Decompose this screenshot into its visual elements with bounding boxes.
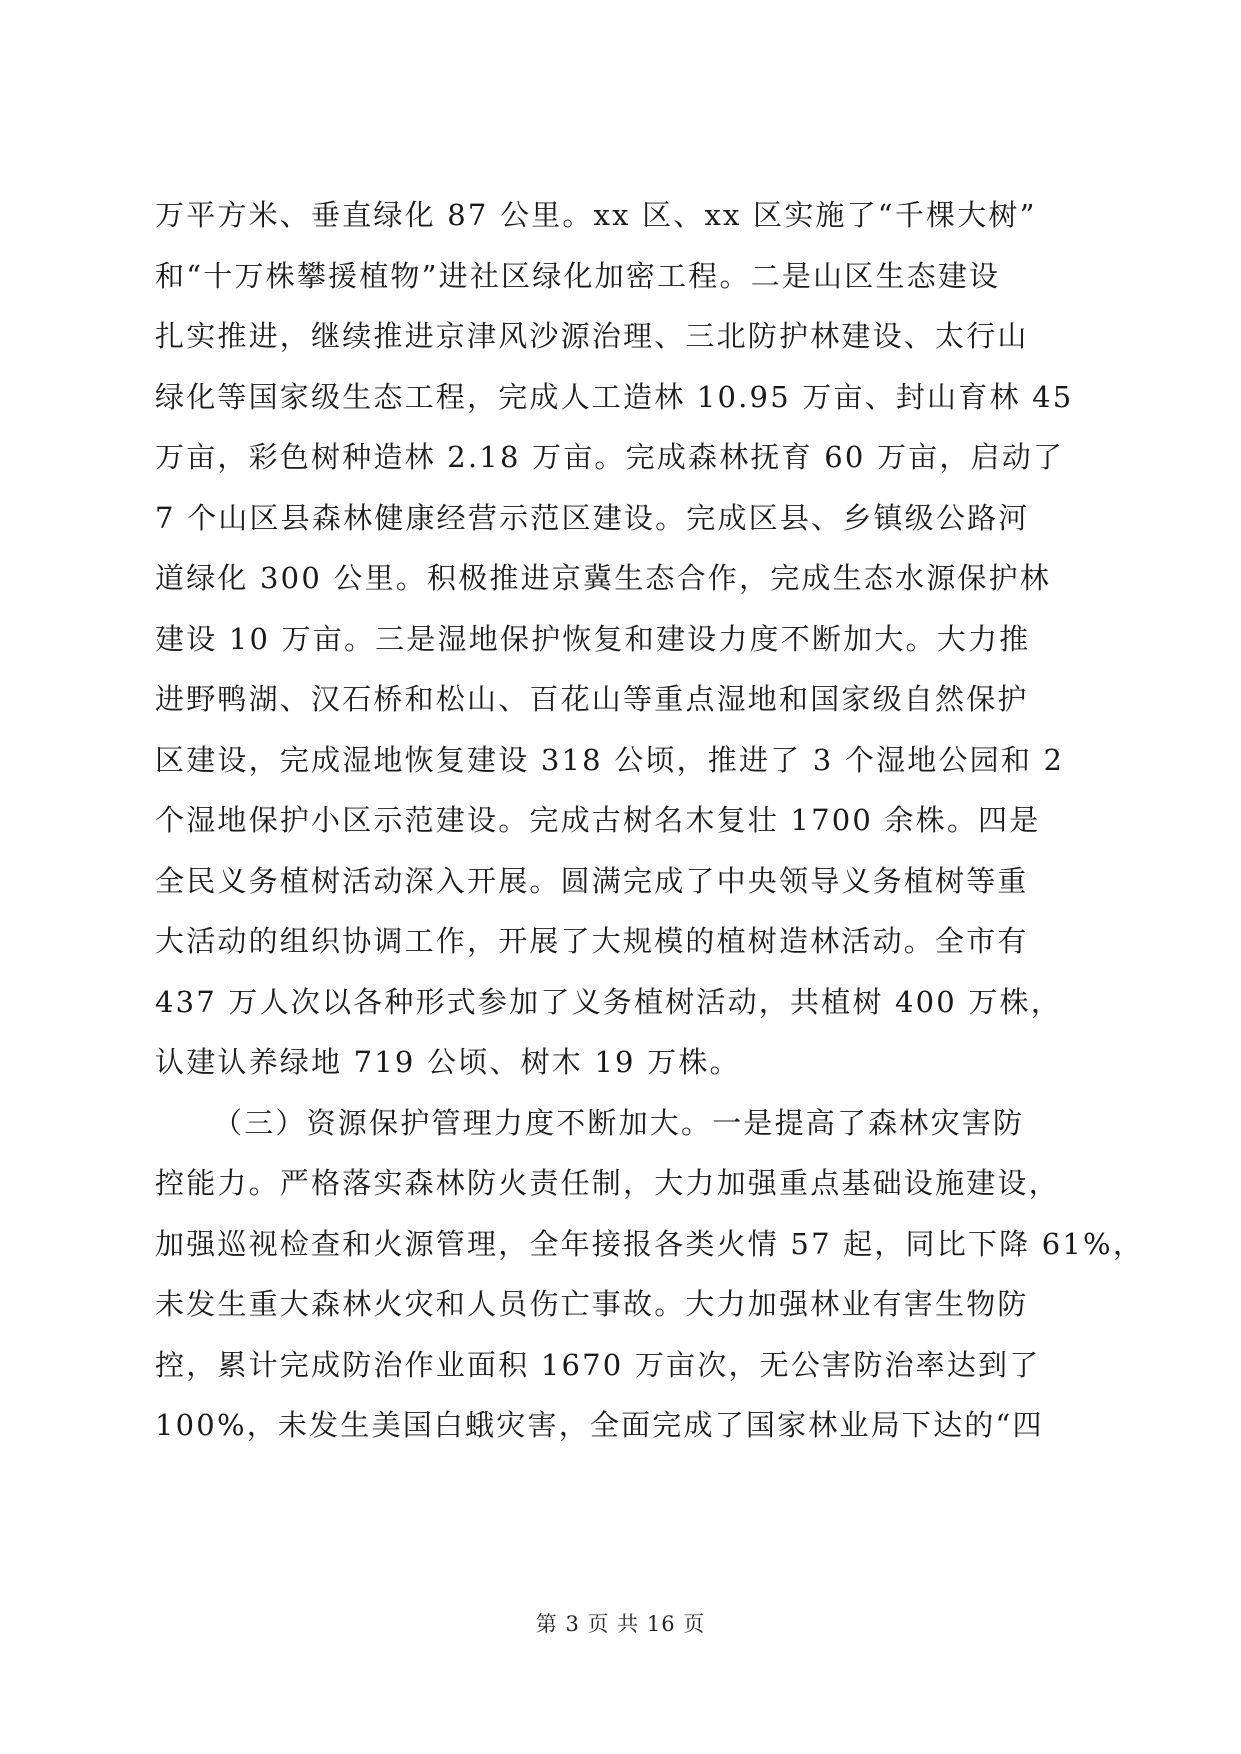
text-line-17: 控能力。严格落实森林防火责任制，大力加强重点基础设施建设， [155,1166,1060,1200]
text-line-18: 加强巡视检查和火源管理，全年接报各类火情 57 起，同比下降 61%， [155,1226,1145,1261]
body-text [155,185,1145,1456]
text-line-15: 认建认养绿地 719 公顷、树木 19 万株。 [155,1045,741,1079]
text-line-20: 控，累计完成防治作业面积 1670 万亩次，无公害防治率达到了 [155,1347,1041,1382]
text-line-11: 个湿地保护小区示范建设。完成古树名木复壮 1700 余株。四是 [155,803,1041,837]
page-number-footer: 第 3 页 共 16 页 [535,1612,706,1636]
text-line-10: 区建设，完成湿地恢复建设 318 公顷，推进了 3 个湿地公园和 2 [155,742,1065,777]
text-line-4: 绿化等国家级生态工程，完成人工造林 10.95 万亩、封山育林 45 [155,379,1074,414]
text-line-13: 大活动的组织协调工作，开展了大规模的植树造林活动。全市有 [155,924,1029,958]
text-line-7: 道绿化 300 公里。积极推进京冀生态合作，完成生态水源保护林 [155,561,1051,595]
text-line-19: 未发生重大森林火灾和人员伤亡事故。大力加强林业有害生物防 [155,1287,1029,1321]
text-line-3: 扎实推进，继续推进京津风沙源治理、三北防护林建设、太行山 [155,319,1029,353]
text-line-12: 全民义务植树活动深入开展。圆满完成了中央领导义务植树等重 [155,863,1029,898]
text-line-5: 万亩，彩色树种造林 2.18 万亩。完成森林抚育 60 万亩，启动了 [155,440,1065,474]
text-line-1: 万平方米、垂直绿化 87 公里。xx 区、xx 区实施了“千棵大树” [155,198,1037,232]
text-line-14: 437 万人次以各种形式参加了义务植树活动，共植树 400 万株， [155,984,1062,1019]
text-line-8: 建设 10 万亩。三是湿地保护恢复和建设力度不断加大。大力推 [155,621,1031,656]
text-line-2: 和“十万株攀援植物”进社区绿化加密工程。二是山区生态建设 [155,258,1001,293]
text-line-6: 7 个山区县森林健康经营示范区建设。完成区县、乡镇级公路河 [155,500,1030,535]
text-line-9: 进野鸭湖、汉石桥和松山、百花山等重点湿地和国家级自然保护 [155,682,1029,716]
text-line-21: 100%，未发生美国白蛾灾害，全面完成了国家林业局下达的“四 [155,1408,1044,1442]
section-heading-line: （三）资源保护管理力度不断加大。一是提高了森林灾害防 [213,1105,1025,1140]
